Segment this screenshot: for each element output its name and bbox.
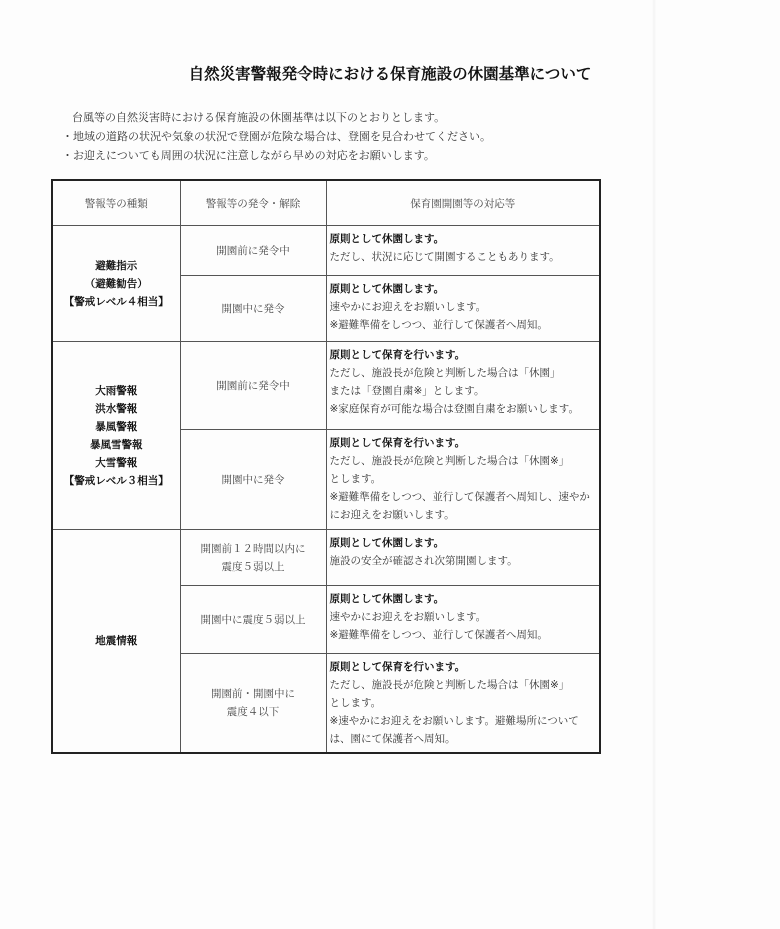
category-line: 大雨警報: [95, 384, 138, 397]
page-title: 自然災害警報発令時における保育施設の休園基準について: [188, 65, 592, 83]
condition-text: 震度５弱以上: [221, 560, 285, 573]
response-heading: 原則として休園します。: [329, 537, 445, 549]
condition-cell: [180, 654, 326, 754]
condition-cell: [180, 342, 326, 430]
response-cell: [326, 586, 600, 654]
response-detail: とします。: [329, 697, 382, 709]
category-line: 避難指示: [95, 259, 138, 272]
condition-text: 開園前に発令中: [216, 379, 290, 392]
response-detail: 速やかにお迎えをお願いします。: [329, 301, 487, 313]
condition-text: 開園前・開園中に: [211, 688, 295, 700]
category-evacuation: [52, 226, 180, 342]
intro-note: ・お迎えについても周囲の状況に注意しながら早めの対応をお願いします。: [62, 149, 435, 162]
category-line: 大雪警報: [95, 456, 138, 469]
intro-text: [62, 108, 491, 165]
category-line: （避難勧告）: [84, 277, 148, 290]
category-line: 暴風雪警報: [90, 438, 143, 451]
table-row: [52, 226, 600, 276]
category-line: 【警戒レベル４相当】: [63, 295, 169, 308]
category-line: 【警戒レベル３相当】: [63, 474, 169, 487]
header-issue-release: 警報等の発令・解除: [180, 180, 326, 226]
response-detail: にお迎えをお願いします。: [329, 509, 455, 521]
response-heading: 原則として休園します。: [329, 593, 445, 605]
response-heading: 原則として保育を行います。: [329, 661, 466, 673]
condition-cell: [180, 430, 326, 530]
page-fold-shadow: [652, 0, 780, 929]
response-heading: 原則として休園します。: [329, 283, 445, 295]
response-detail: は、園にて保護者へ周知。: [329, 733, 456, 745]
response-detail: 速やかにお迎えをお願いします。: [329, 611, 487, 623]
condition-text: 開園前に発令中: [216, 244, 290, 257]
condition-text: 震度４以下: [226, 706, 280, 718]
response-cell: [326, 226, 600, 276]
category-line: 洪水警報: [95, 402, 138, 415]
category-earthquake: [52, 530, 180, 754]
response-heading: 原則として保育を行います。: [329, 349, 466, 361]
response-detail: 施設の安全が確認され次第開園します。: [329, 555, 518, 567]
response-heading: 原則として休園します。: [329, 233, 445, 245]
condition-text: 開園中に発令: [221, 473, 285, 486]
response-detail: ※速やかにお迎えをお願いします。避難場所について: [329, 715, 579, 727]
response-cell: [326, 530, 600, 586]
condition-text: 開園中に発令: [221, 302, 285, 315]
condition-cell: [180, 226, 326, 276]
response-detail: または「登園自粛※」とします。: [329, 385, 485, 397]
response-detail: とします。: [329, 473, 382, 485]
response-detail: ※家庭保育が可能な場合は登園自粛をお願いします。: [329, 403, 579, 415]
response-detail: ただし、施設長が危険と判断した場合は「休園」: [329, 367, 561, 379]
header-alert-type: 警報等の種類: [52, 180, 180, 226]
response-detail: ※避難準備をしつつ、並行して保護者へ周知。: [329, 319, 548, 331]
table-row: [52, 342, 600, 430]
condition-text: 開園中に震度５弱以上: [200, 613, 306, 626]
category-weather-warnings: [52, 342, 180, 530]
response-cell: [326, 342, 600, 430]
response-detail: ※避難準備をしつつ、並行して保護者へ周知し、速やか: [329, 491, 590, 503]
response-heading: 原則として保育を行います。: [329, 437, 466, 449]
response-cell: [326, 276, 600, 342]
table-row: [52, 530, 600, 586]
response-detail: ただし、状況に応じて開園することもあります。: [329, 251, 560, 263]
response-detail: ※避難準備をしつつ、並行して保護者へ周知。: [329, 629, 548, 641]
response-cell: [326, 430, 600, 530]
table-header-row: [52, 180, 600, 226]
condition-text: 開園前１２時間以内に: [200, 542, 306, 555]
condition-cell: [180, 530, 326, 586]
closure-criteria-table: [51, 179, 601, 754]
response-detail: ただし、施設長が危険と判断した場合は「休園※」: [329, 455, 570, 467]
category-line: 地震情報: [95, 635, 138, 647]
category-line: 暴風警報: [95, 420, 138, 433]
condition-cell: [180, 586, 326, 654]
response-detail: ただし、施設長が危険と判断した場合は「休園※」: [329, 679, 570, 691]
condition-cell: [180, 276, 326, 342]
intro-line: 台風等の自然災害時における保育施設の休園基準は以下のとおりとします。: [72, 111, 446, 124]
header-response: 保育園開園等の対応等: [326, 180, 600, 226]
response-cell: [326, 654, 600, 754]
intro-note: ・地域の道路の状況や気象の状況で登園が危険な場合は、登園を見合わせてください。: [62, 130, 491, 143]
